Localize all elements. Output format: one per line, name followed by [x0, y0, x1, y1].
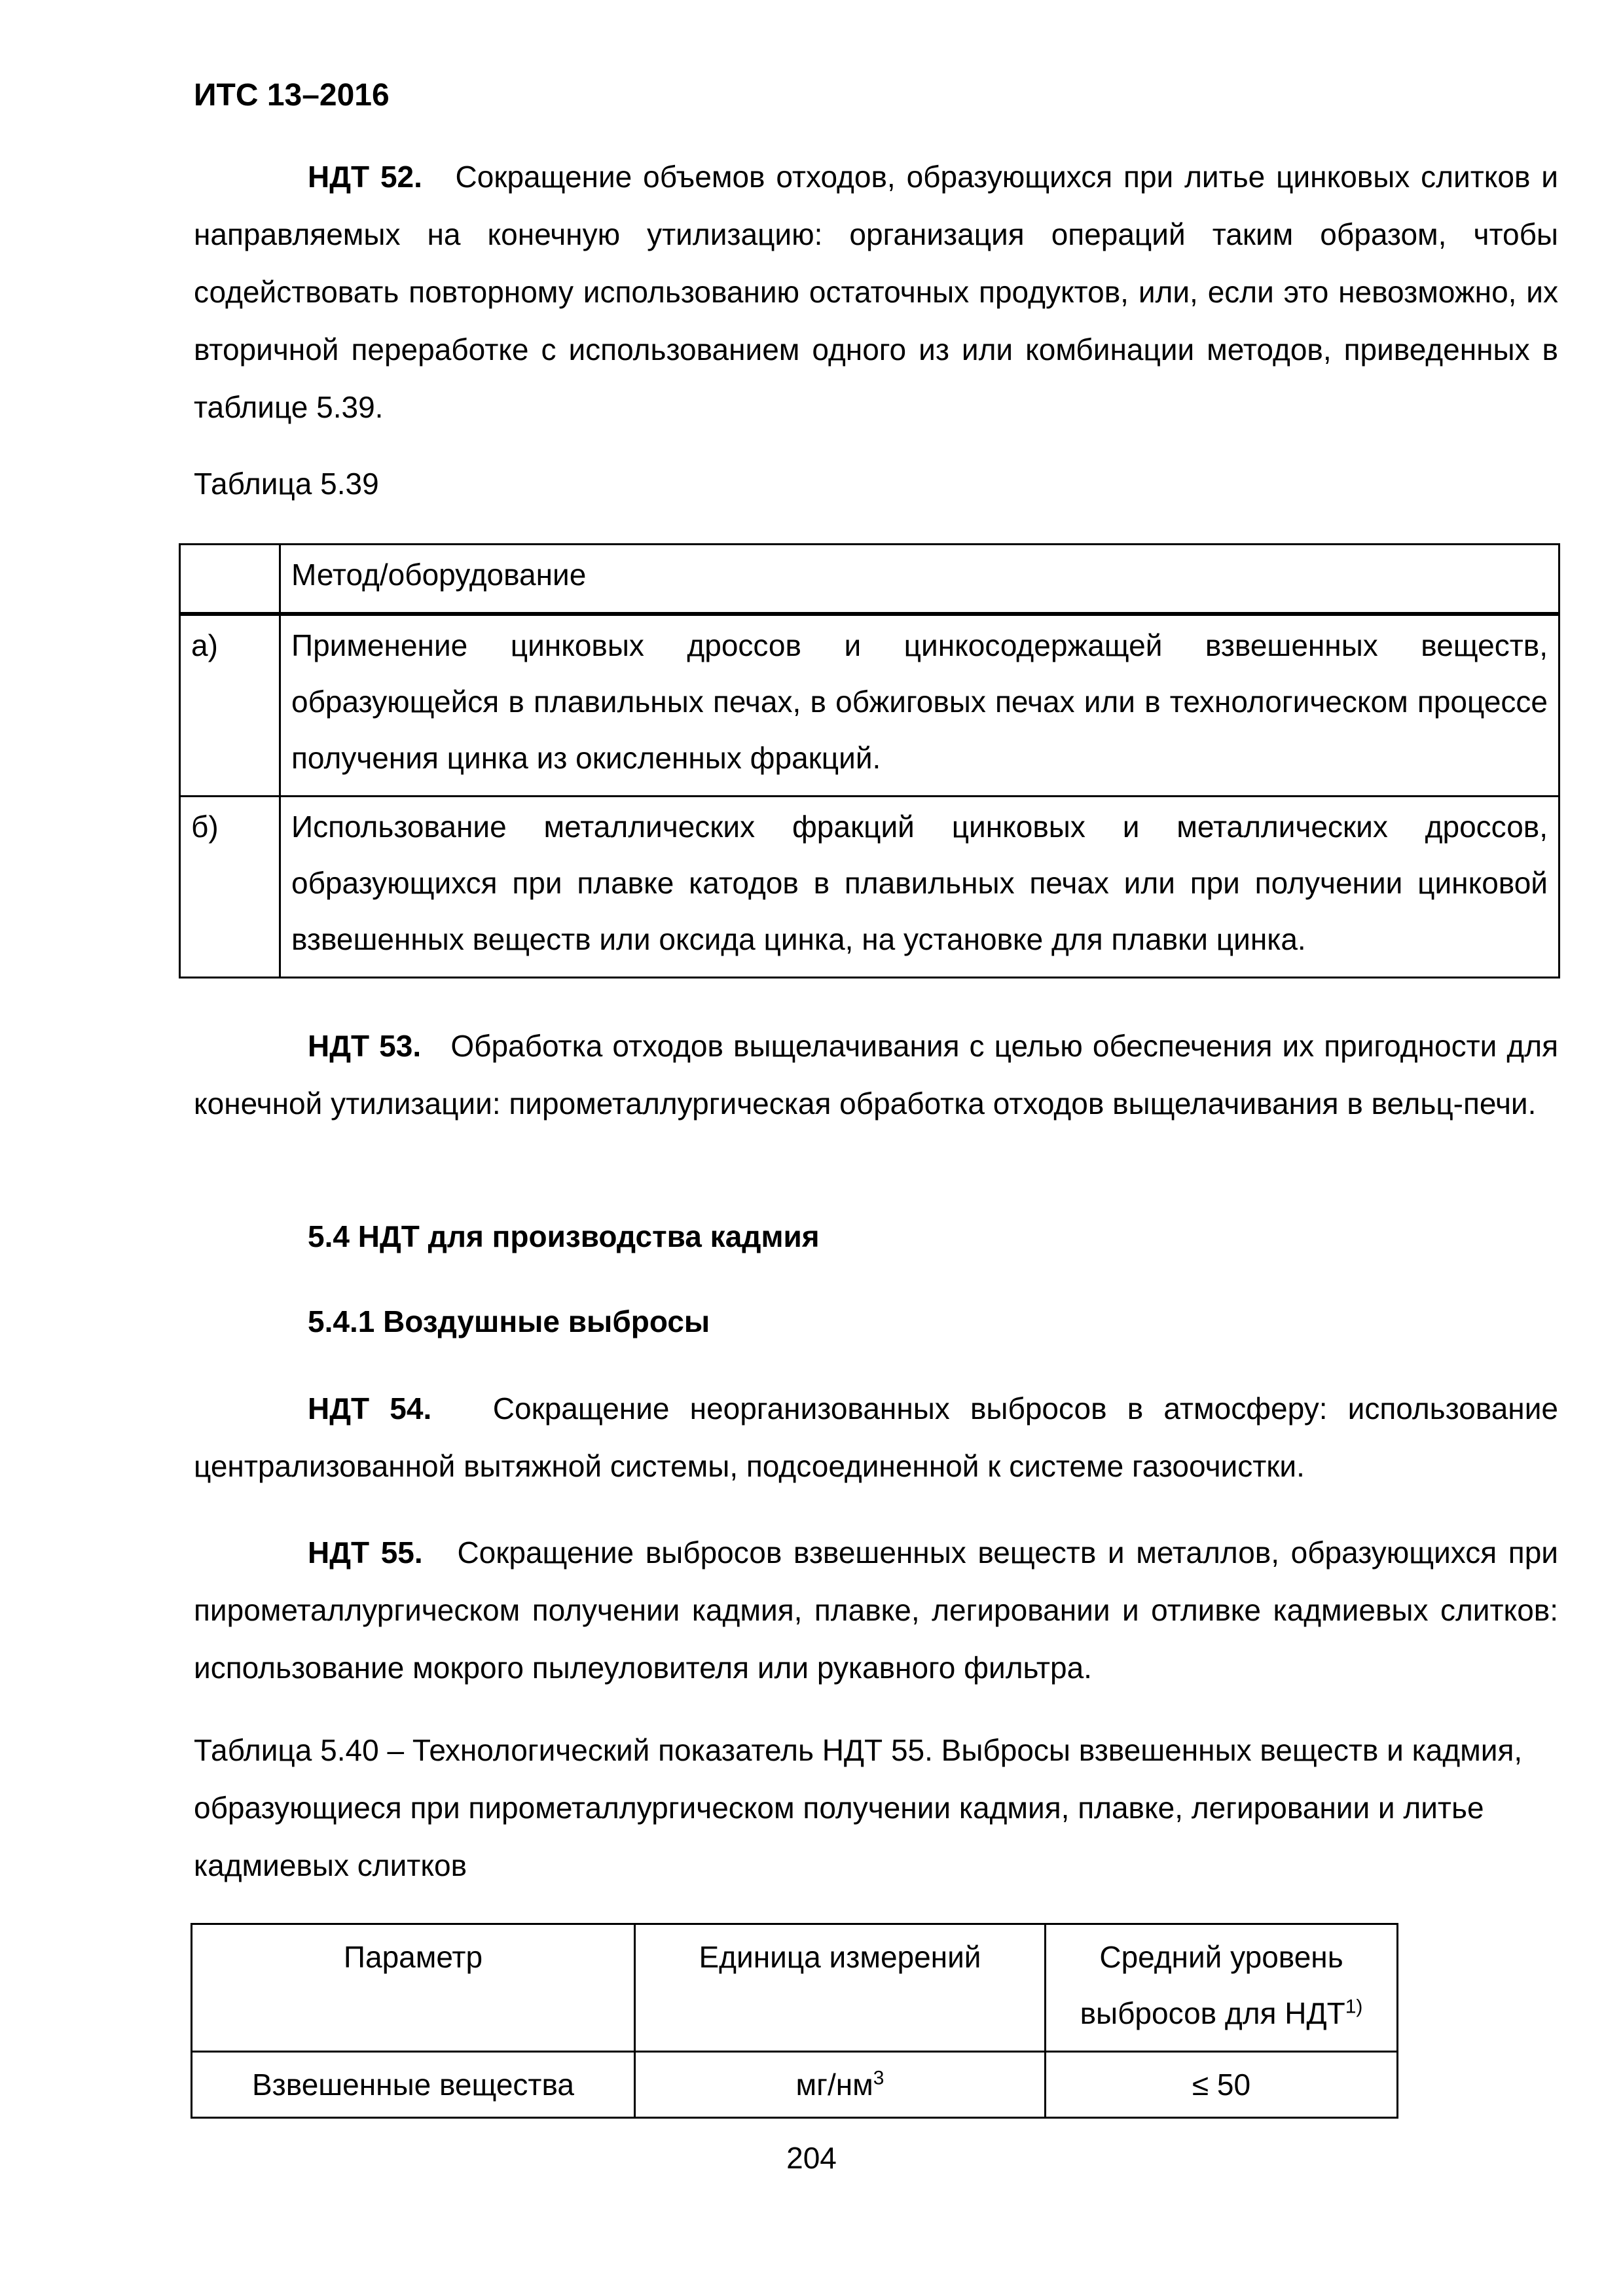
header-unit: Единица измерений [635, 1924, 1046, 2052]
section-heading-5-4: 5.4 НДТ для производства кадмия [308, 1219, 820, 1253]
cell-value: ≤ 50 [1046, 2052, 1398, 2118]
page-number: 204 [786, 2141, 837, 2175]
row-key: б) [180, 797, 280, 978]
table-header-empty-cell [180, 545, 280, 615]
row-description: Использование металлических фракций цинковых и металлических дроссов, образующихся при плавке катодов в плавильных печах или при получении цинковой взвешенных веществ или оксида цинка, на установке для плавки цинка. [280, 797, 1559, 978]
row-description: Применение цинковых дроссов и цинкосодержащей взвешенных веществ, образующейся в плавильных печах, в обжиговых печах или в технологическом процессе получения цинка из окисленных фракций. [280, 614, 1559, 797]
table540-caption: Таблица 5.40 – Технологический показатель НДТ 55. Выбросы взвешенных веществ и кадмия, образующиеся при пирометаллургическом получении кадмия, плавке, легировании и литье кадмиевых слитков [194, 1733, 1523, 1882]
unit-superscript: 3 [873, 2067, 884, 2089]
ndt52-paragraph [194, 148, 1558, 436]
table-header-method: Метод/оборудование [280, 545, 1559, 615]
table-row [180, 614, 1559, 797]
table-header-row [192, 1924, 1398, 2052]
ndt55-paragraph [194, 1524, 1558, 1696]
ndt53-label: НДТ 53. [308, 1029, 422, 1063]
ndt53-paragraph [194, 1017, 1558, 1132]
table-5-40 [191, 1923, 1398, 2119]
ndt55-text: Сокращение выбросов взвешенных веществ и металлов, образующихся при пирометаллургическом получении кадмия, плавке, легировании и отливке кадмиевых слитков: использование мокрого пылеуловителя или рукавного фильтра. [194, 1535, 1558, 1685]
cell-unit [635, 2052, 1046, 2118]
ndt55-label: НДТ 55. [308, 1535, 423, 1570]
table-5-39 [179, 543, 1560, 978]
section-heading-5-4-1: 5.4.1 Воздушные выбросы [308, 1304, 710, 1338]
header-average-level-text: Средний уровень выбросов для НДТ [1080, 1940, 1345, 2030]
header-average-level [1046, 1924, 1398, 2052]
ndt54-label: НДТ 54. [308, 1391, 432, 1426]
table539-caption: Таблица 5.39 [194, 467, 379, 501]
cell-parameter: Взвешенные вещества [192, 2052, 635, 2118]
header-parameter: Параметр [192, 1924, 635, 2052]
document-header: ИТС 13–2016 [194, 78, 390, 113]
ndt54-paragraph [194, 1380, 1558, 1495]
ndt52-label: НДТ 52. [308, 160, 422, 194]
table-row [192, 2052, 1398, 2118]
cell-unit-text: мг/нм [795, 2068, 873, 2102]
ndt54-text: Сокращение неорганизованных выбросов в атмосферу: использование централизованной вытяжной системы, подсоединенной к системе газоочистки. [194, 1391, 1558, 1483]
ndt53-text: Обработка отходов выщелачивания с целью обеспечения их пригодности для конечной утилизации: пирометаллургическая обработка отходов выщелачивания в вельц-печи. [194, 1029, 1558, 1121]
footnote-marker: 1) [1345, 1996, 1363, 2018]
row-key: а) [180, 614, 280, 797]
table-header-row [180, 545, 1559, 615]
ndt52-text: Сокращение объемов отходов, образующихся при литье цинковых слитков и направляемых на конечную утилизацию: организация операций таким образом, чтобы содействовать повторному использованию остаточных продуктов, или, если это невозможно, их вторичной переработке с использованием одного из или комбинации методов, приведенных в таблице 5.39. [194, 160, 1558, 424]
table-row [180, 797, 1559, 978]
